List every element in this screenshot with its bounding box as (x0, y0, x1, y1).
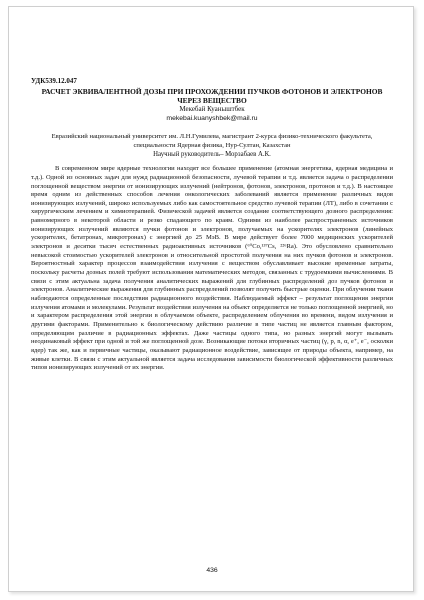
author-email[interactable]: mekebai.kuanyshbek@mail.ru (166, 115, 258, 122)
author-affiliation: Евразийский национальный университет им. Л.Н.Гумилева, магистрант 2-курса физико-технического факультета, специальности Ядерная физика, Нур-Султан, Казахстан (51, 133, 373, 149)
document-page (8, 6, 414, 592)
paper-content (31, 77, 393, 373)
page-number: 436 (206, 567, 218, 574)
author-name: Мекебай Куаныштбек (179, 105, 245, 113)
paper-title: РАСЧЕТ ЭКВИВАЛЕНТНОЙ ДОЗЫ ПРИ ПРОХОЖДЕНИИ ПУЧКОВ ФОТОНОВ И ЭЛЕКТРОНОВ ЧЕРЕЗ ВЕЩЕСТВО (41, 87, 383, 105)
body-paragraph: В современном мире ядерные технологии находят все большее применение (атомная энергетика, ядерная медицина и т.д.). Одной из основных задач для нужд радиационной безопасности, лучевой терапии и т.д. является задача о распределении поглощенной веществом энергии от ионизирующих излучений (нейтронов, фотонов, электронов, протонов и т.д.). В настоящее время одним из действенных способов лечения онкологических заболеваний является применение различных видов ионизирующих излучений, широко используемых либо как самостоятельное средство лучевой терапии (ЛТ), либо в сочетании с хирургическим лечением и химиотерапией. Физической задачей является создание соответствующего дозного распределения: равномерного в некоторой области и резко спадающего по краям. Одними из наиболее распространенных источников ионизирующих излучений являются пучки фотонов и электронов, получаемых на ускорителях электронов (линейных ускорителях, бетатронах, микротронах) с энергией до 25 МэВ. В мире действует более 7000 медицинских ускорителей электронов и десятки тысяч естественных радиоактивных источников (⁶⁰Co,¹³⁷Cs, ²²⁶Ra). Это обусловлено сравнительно невысокой стоимостью ускорителей электронов и относительной простотой получения на них пучков фотонов и электронов. Вероятностный характер процессов взаимодействия излучения с веществом обуславливает высокие временные затраты, поскольку расчеты дозных полей требуют использования математических методов, связанных с трудоемкими вычислениями. В связи с этим актуальна задача получения аналитических выражений для глубинных распределений доз пучков фотонов и электронов. Аналитические выражения для глубинных распределений позволят получить быстрые оценки. При облучении ткани наблюдаются определенные последствия радиационного воздействия. Наблюдаемый эффект – результат поглощения энергии излучения атомами и молекулами. Результат воздействия излучения на объект определяется не только поглощенной энергией, но и характером распределения этой энергии в облучаемом объекте, распределением облучения во времени, видом излучения и другими факторами. Применительно к биологическому действию различие в типе частиц не является главным фактором, определяющим различие в радиационных эффектах. Даже частицы одного типа, но разных энергий могут вызывать неодинаковый эффект при одной и той же поглощенной дозе. Возникающие потоки вторичных частиц (γ, p, n, α, e⁺, e⁻, осколки ядер) так же, как и первичные частицы, оказывают радиационное воздействие, зависящее от природы объекта, например, на живые клетки. В связи с этим актуальной является задача исследования зависимости биологической эффективности различных типов ионизирующих излучений от их энергии. (31, 165, 393, 372)
scientific-advisor: Научный руководитель– Морзабаев А.К. (153, 151, 271, 159)
udk-code: УДК539.12.047 (31, 77, 77, 85)
